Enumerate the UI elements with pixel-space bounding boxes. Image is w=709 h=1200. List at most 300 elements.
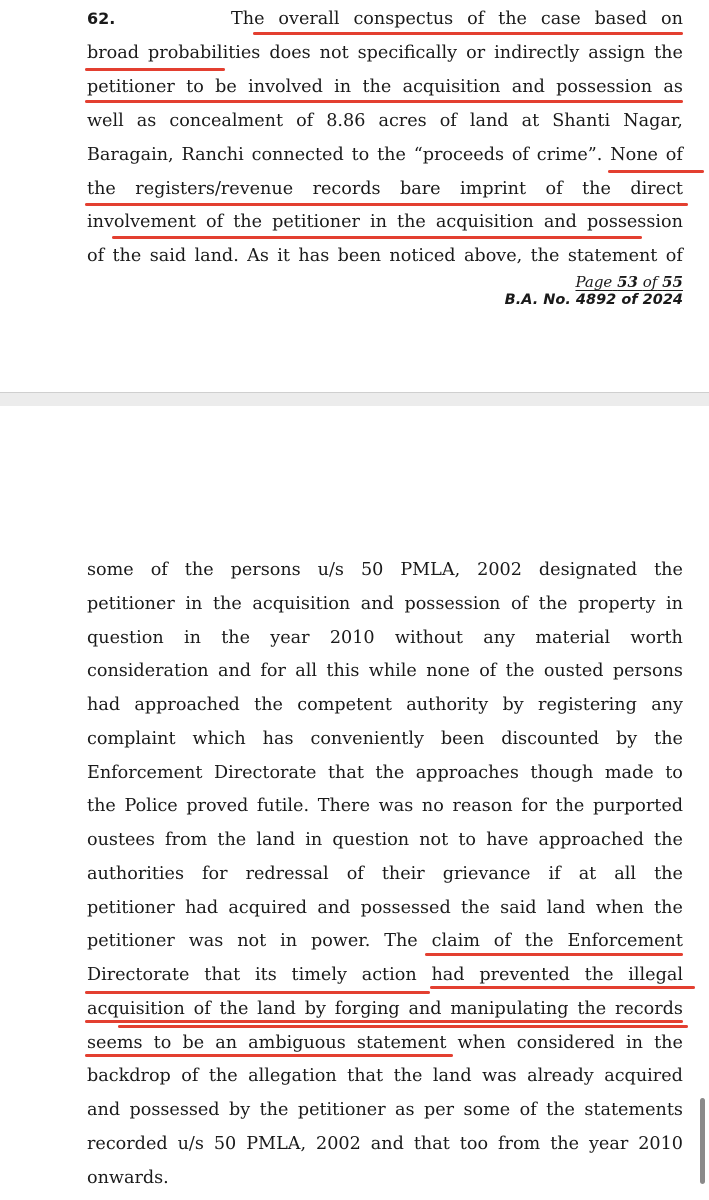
word: the [498, 9, 527, 29]
word: registering [538, 695, 637, 715]
paragraph-line [87, 623, 683, 653]
word: the [212, 594, 242, 614]
word: and [543, 212, 577, 232]
word: at [578, 864, 597, 884]
word: said [149, 246, 187, 266]
word: its [255, 965, 277, 985]
word: land [432, 1066, 472, 1086]
word: of [181, 1066, 199, 1086]
word: to [665, 763, 683, 783]
word: per [423, 1100, 455, 1120]
word: 2002 [316, 1134, 361, 1154]
word: had [87, 695, 121, 715]
word: records [614, 999, 683, 1019]
word: petitioner [87, 594, 175, 614]
word: does [269, 43, 311, 63]
word: records [312, 179, 381, 199]
word: some [463, 1100, 511, 1120]
paragraph-last-line: onwards. [87, 1168, 169, 1188]
word: Enforcement [567, 931, 683, 951]
word: backdrop [87, 1066, 171, 1086]
word: which [192, 729, 246, 749]
word: authority [406, 695, 489, 715]
word: in [305, 830, 323, 850]
word: on [661, 9, 683, 29]
word: the [375, 763, 405, 783]
highlight-underline [85, 991, 430, 994]
word: land [257, 999, 296, 1019]
word: registers/revenue [135, 179, 294, 199]
word: be [182, 1033, 205, 1053]
word: persons [230, 560, 301, 580]
word: already [527, 1066, 594, 1086]
word: acquired [604, 1066, 683, 1086]
word: for [260, 661, 286, 681]
word: u/s [177, 1134, 204, 1154]
word: material [535, 628, 611, 648]
page-separator [0, 392, 709, 407]
word: approached [538, 830, 644, 850]
paragraph-line [87, 38, 683, 68]
word: of [511, 145, 529, 165]
word: illegal [628, 965, 683, 985]
word: the [654, 830, 683, 850]
word: by [502, 695, 524, 715]
word: land [469, 111, 509, 131]
word: at [521, 111, 540, 131]
word: connected [251, 145, 344, 165]
word: in [185, 594, 203, 614]
highlight-underline [608, 170, 704, 173]
word: case [540, 9, 581, 29]
word: the [233, 212, 263, 232]
word: direct [630, 179, 683, 199]
word: the [87, 796, 116, 816]
paragraph-line [87, 859, 683, 889]
page-label: Page [575, 273, 613, 291]
word: The [384, 931, 418, 951]
word: for [521, 796, 547, 816]
word: of [493, 931, 511, 951]
paragraph-line [87, 72, 683, 102]
word: their [381, 864, 425, 884]
highlight-underline [85, 100, 683, 103]
word: was [188, 931, 224, 951]
highlight-underline [112, 236, 642, 239]
word: in [280, 931, 298, 951]
word: the [550, 1134, 580, 1154]
word: the [221, 628, 251, 648]
word: oustees [87, 830, 155, 850]
document-page-54 [0, 406, 709, 1200]
word: from [498, 1134, 541, 1154]
word: timely [291, 965, 347, 985]
paragraph-line [87, 174, 683, 204]
word: imprint [460, 179, 527, 199]
word: not [319, 43, 349, 63]
word: None [610, 145, 658, 165]
word: from [165, 830, 208, 850]
word: competent [297, 695, 392, 715]
word: the [584, 965, 614, 985]
word: the [555, 796, 585, 816]
word: recorded [87, 1134, 168, 1154]
word: be [215, 77, 237, 97]
word: for [202, 864, 228, 884]
word: the [259, 1100, 289, 1120]
word: to [186, 77, 204, 97]
paragraph-line [87, 656, 683, 686]
word: of [193, 999, 211, 1019]
word: of [467, 9, 485, 29]
paragraph-line [87, 589, 683, 619]
case-number-footer: B.A. No. 4892 of 2024 [504, 292, 683, 308]
word: too [459, 1134, 489, 1154]
word: any [483, 628, 516, 648]
word: though [530, 763, 594, 783]
word: year [588, 1134, 629, 1154]
word: manipulating [450, 999, 569, 1019]
word: possession [404, 594, 501, 614]
word: and [87, 1100, 121, 1120]
word: has [262, 729, 294, 749]
word: redressal [245, 864, 329, 884]
word: that [347, 1066, 384, 1086]
word: not [419, 830, 449, 850]
word: concealment [169, 111, 284, 131]
word: of [519, 1100, 537, 1120]
word: considered [516, 1033, 615, 1053]
word: an [215, 1033, 238, 1053]
word: not [237, 931, 267, 951]
word: possession [556, 77, 653, 97]
word: forging [334, 999, 400, 1019]
word: Shanti [552, 111, 611, 131]
word: all [614, 864, 637, 884]
word: that [413, 1134, 450, 1154]
word: futile. [256, 796, 310, 816]
word: land [546, 898, 586, 918]
paragraph-number: 62. [87, 9, 116, 28]
word: by [304, 999, 326, 1019]
word: purported [592, 796, 683, 816]
word: without [394, 628, 463, 648]
word: 2010 [329, 628, 375, 648]
word: noticed [389, 246, 456, 266]
word: bare [400, 179, 441, 199]
word: above, [463, 246, 523, 266]
highlight-underline [253, 32, 683, 35]
word: conspectus [353, 9, 454, 29]
word: had [431, 965, 465, 985]
word: when [595, 898, 644, 918]
paragraph-line [87, 926, 683, 956]
word: broad [87, 43, 140, 63]
word: possessed [360, 898, 451, 918]
word: acquisition [252, 594, 351, 614]
word: by [228, 1100, 251, 1120]
word: made [604, 763, 654, 783]
word: Directorate [87, 965, 190, 985]
word: petitioner [87, 931, 175, 951]
word: the [254, 695, 283, 715]
word: land. [194, 246, 239, 266]
word: grievance [442, 864, 531, 884]
word: while [368, 661, 417, 681]
word: to [351, 145, 370, 165]
word: indirectly [494, 43, 580, 63]
document-page-53 [0, 0, 709, 392]
word: and [511, 77, 545, 97]
word: was [378, 796, 414, 816]
word: has [298, 246, 330, 266]
word: As [247, 246, 269, 266]
word: “proceeds [413, 145, 504, 165]
word: approaches [415, 763, 519, 783]
highlight-underline [85, 68, 225, 71]
word: the [460, 898, 490, 918]
word: the [208, 1066, 238, 1086]
word: if [548, 864, 561, 884]
paragraph-line [87, 791, 683, 821]
word: the [538, 594, 568, 614]
word: that [204, 965, 241, 985]
word: complaint [87, 729, 176, 749]
highlight-underline [430, 986, 695, 989]
paragraph-line [87, 1061, 683, 1091]
word: and [317, 898, 351, 918]
word: or [466, 43, 486, 63]
word: in [666, 594, 683, 614]
word: the [546, 1100, 575, 1120]
paragraph-line [87, 724, 683, 754]
page-of-label: of [642, 273, 658, 291]
word: the [397, 212, 426, 232]
paragraph-line [87, 207, 683, 237]
word: acquisition [402, 77, 501, 97]
word: of [87, 246, 105, 266]
word: in [626, 1033, 644, 1053]
word: that [327, 763, 364, 783]
word: the [582, 179, 611, 199]
word: and [217, 661, 252, 681]
word: acres [378, 111, 427, 131]
word: of [665, 246, 683, 266]
word: involved [248, 77, 323, 97]
word: statement [567, 246, 658, 266]
word: authorities [87, 864, 184, 884]
highlight-underline [85, 1020, 683, 1023]
word: all [295, 661, 318, 681]
page-total: 55 [662, 273, 683, 291]
word: the [654, 560, 683, 580]
word: ousted [543, 661, 604, 681]
highlight-underline [85, 203, 688, 206]
word: this [326, 661, 360, 681]
word: by [616, 729, 638, 749]
paragraph-line [87, 555, 683, 585]
word: in [334, 77, 352, 97]
word: 2002 [477, 560, 522, 580]
word: been [337, 246, 382, 266]
word: the [654, 1033, 683, 1053]
word: Police [124, 796, 178, 816]
word: and [408, 999, 442, 1019]
word: prevented [479, 965, 570, 985]
word: as [395, 1100, 415, 1120]
word: some [87, 560, 134, 580]
word: 8.86 [326, 111, 366, 131]
word: Baragain, [87, 145, 174, 165]
word: possession [586, 212, 683, 232]
highlight-underline [85, 1054, 453, 1057]
word: proved [186, 796, 249, 816]
word: Enforcement [87, 763, 203, 783]
paragraph-line [87, 140, 683, 170]
word: power. [310, 931, 371, 951]
word: based [594, 9, 648, 29]
paragraph-line [87, 1095, 683, 1125]
word: Ranchi [181, 145, 244, 165]
word: none [426, 661, 470, 681]
word: and [370, 1134, 404, 1154]
page-current: 53 [617, 273, 638, 291]
word: the [184, 560, 214, 580]
word: well [87, 111, 124, 131]
word: allegation [248, 1066, 337, 1086]
word: the [530, 246, 560, 266]
word: crime”. [536, 145, 603, 165]
word: it [277, 246, 290, 266]
word: question [332, 830, 410, 850]
word: statement [356, 1033, 447, 1053]
word: specifically [357, 43, 458, 63]
word: the [393, 1066, 423, 1086]
word: acquisition [435, 212, 534, 232]
word: designated [538, 560, 638, 580]
word: action [361, 965, 417, 985]
word: of [545, 179, 563, 199]
word: the [524, 931, 554, 951]
word: PMLA, [246, 1134, 307, 1154]
word: worth [630, 628, 683, 648]
word: the [377, 145, 406, 165]
word: the [87, 179, 116, 199]
word: acquired [228, 898, 308, 918]
word: probabilities [148, 43, 261, 63]
word: the [577, 999, 607, 1019]
word: 2010 [638, 1134, 683, 1154]
word: in [369, 212, 387, 232]
word: acquisition [87, 999, 185, 1019]
page-number-footer [575, 273, 683, 291]
word: approached [134, 695, 240, 715]
word: assign [588, 43, 646, 63]
word: when [457, 1033, 506, 1053]
word: land [256, 830, 296, 850]
word: Nagar, [623, 111, 683, 131]
paragraph-line [231, 4, 683, 34]
word: u/s [317, 560, 344, 580]
word: ambiguous [248, 1033, 346, 1053]
word: statements [584, 1100, 683, 1120]
word: the [505, 661, 535, 681]
word: of [296, 111, 314, 131]
word: property [578, 594, 656, 614]
word: any [651, 695, 683, 715]
paragraph-line [87, 690, 683, 720]
word: 50 [213, 1134, 237, 1154]
word: consideration [87, 661, 209, 681]
word: There [317, 796, 371, 816]
word: been [440, 729, 485, 749]
word: overall [278, 9, 340, 29]
paragraph-line [87, 825, 683, 855]
word: of [479, 661, 497, 681]
paragraph-line [87, 241, 683, 271]
word: as [136, 111, 157, 131]
paragraph-line [87, 1129, 683, 1159]
word: the [654, 898, 683, 918]
word: involvement [87, 212, 196, 232]
word: the [219, 999, 249, 1019]
word: reason [452, 796, 513, 816]
word: claim [431, 931, 480, 951]
word: said [500, 898, 537, 918]
word: question [87, 628, 164, 648]
word: petitioner [87, 898, 175, 918]
word: The [231, 9, 265, 29]
word: seems [87, 1033, 143, 1053]
word: in [183, 628, 201, 648]
word: and [360, 594, 394, 614]
word: PMLA, [400, 560, 461, 580]
word: of [510, 594, 529, 614]
word: the [362, 77, 392, 97]
highlight-underline [425, 953, 683, 956]
word: had [185, 898, 219, 918]
highlight-underline [118, 1025, 688, 1028]
word: of [665, 145, 683, 165]
word: the [217, 830, 247, 850]
word: the [654, 43, 683, 63]
word: no [421, 796, 444, 816]
word: of [150, 560, 168, 580]
word: possessed [129, 1100, 220, 1120]
word: petitioner [87, 77, 175, 97]
word: Directorate [213, 763, 317, 783]
word: as [663, 77, 683, 97]
word: of [439, 111, 457, 131]
word: was [482, 1066, 517, 1086]
word: of [206, 212, 224, 232]
word: petitioner [297, 1100, 386, 1120]
word: to [458, 830, 477, 850]
paragraph-line [87, 106, 683, 136]
word: petitioner [272, 212, 360, 232]
word: the [112, 246, 142, 266]
scrollbar-thumb[interactable] [700, 1098, 705, 1184]
paragraph-line [87, 893, 683, 923]
word: year [270, 628, 310, 648]
word: have [486, 830, 529, 850]
word: of [346, 864, 364, 884]
word: the [654, 864, 683, 884]
word: conveniently [310, 729, 424, 749]
word: the [654, 729, 683, 749]
word: 50 [360, 560, 384, 580]
word: persons [612, 661, 683, 681]
